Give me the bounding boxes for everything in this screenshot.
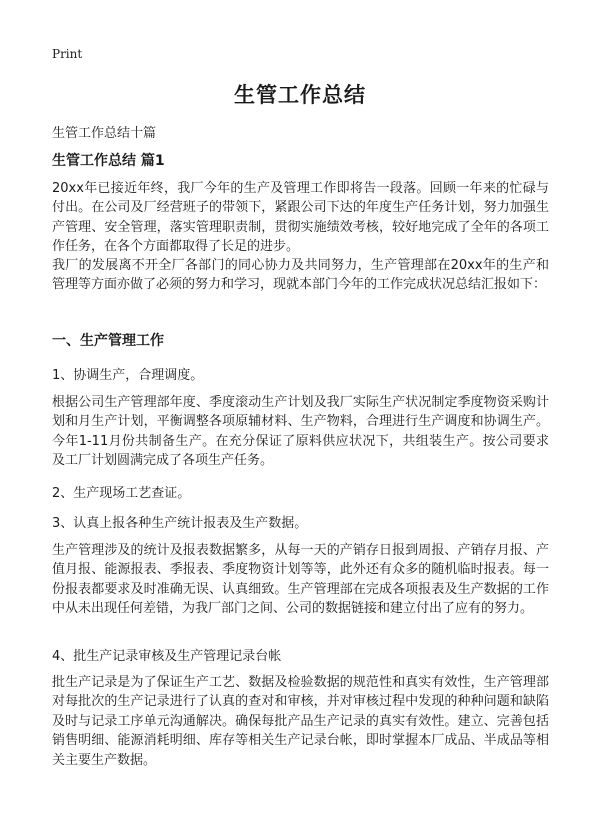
section-heading-production: 一、生产管理工作 — [52, 333, 164, 349]
list-item-body-1: 根据公司生产管理部年度、季度滚动生产计划及我厂实际生产状况制定季度物资采购计划和月生产计划，平衡调整各项原辅材料、生产物料，合理进行生产调度和协调生产。今年1-11月份共制备生产。在充分保证了原料供应状况下，共组装生产。按公司要求及工厂计划圆满完成了各项生产任务。 — [52, 395, 549, 469]
list-item-body-3: 生产管理涉及的统计及报表数据繁多，从每一天的产销存日报到周报、产销存月报、产值月报、能源报表、季报表、季度物资计划等等，此外还有众多的随机临时报表。每一份报表都要求及时准确无误、认真细致。生产管理部在完成各项报表及生产数据的工作中从未出现任何差错，为我厂部门之间、公司的数据链接和建立付出了应有的努力。 — [52, 543, 549, 617]
list-item-heading-2: 2、生产现场工艺查证。 — [52, 486, 191, 501]
list-item-heading-1: 1、协调生产，合理调度。 — [52, 368, 204, 383]
print-label: Print — [52, 47, 83, 61]
document-title: 生管工作总结 — [234, 83, 366, 107]
list-item-heading-3: 3、认真上报各种生产统计报表及生产数据。 — [52, 516, 308, 531]
intro-paragraph-2: 我厂的发展离不开全厂各部门的同心协力及共同努力，生产管理部在20xx年的生产和管理等方面亦做了必须的努力和学习，现就本部门今年的工作完成状况总结汇报如下： — [52, 258, 549, 293]
list-item-heading-4: 4、批生产记录审核及生产管理记录台帐 — [52, 649, 282, 664]
document-subtitle: 生管工作总结十篇 — [52, 126, 157, 141]
list-item-body-4: 批生产记录是为了保证生产工艺、数据及检验数据的规范性和真实有效性，生产管理部对每批次的生产记录进行了认真的查对和审核，并对审核过程中发现的种种问题和缺陷及时与记录工序单元沟通解决。确保每批产品生产记录的真实有效性。建立、完善包括销售明细、能源消耗明细、库存等相关生产记录台帐，即时掌握本厂成品、半成品等相关主要生产数据。 — [52, 675, 549, 768]
intro-paragraph-1: 20xx年已接近年终，我厂今年的生产及管理工作即将告一段落。回顾一年来的忙碌与付出。在公司及厂经营班子的带领下，紧跟公司下达的年度生产任务计划，努力加强生产管理、安全管理，落实管理职责制，贯彻实施绩效考核，较好地完成了全年的各项工作任务，在各个方面都取得了长足的进步。 — [52, 181, 549, 255]
chapter-heading: 生管工作总结 篇1 — [52, 153, 165, 169]
